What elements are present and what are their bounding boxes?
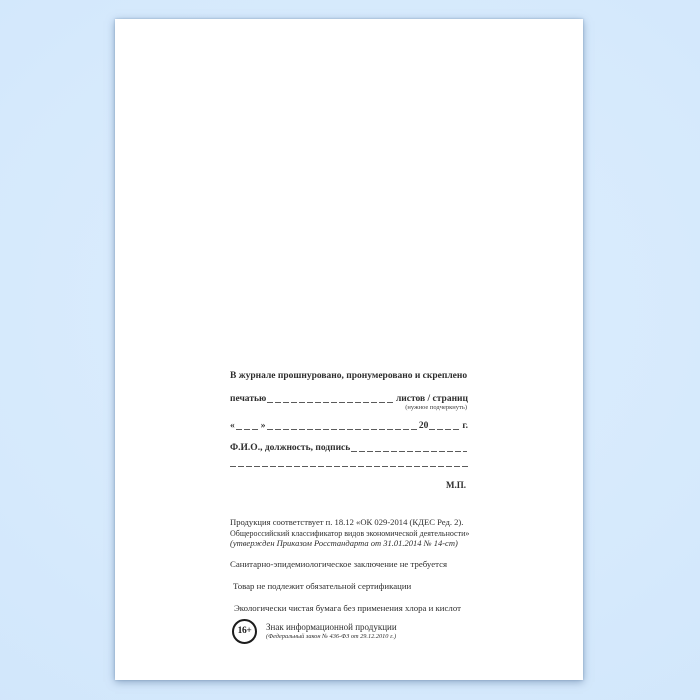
fio-line (230, 442, 468, 454)
age-rating-label: Знак информационной продукции (266, 622, 397, 632)
okved-line-3: (утвержден Приказом Росстандарта от 31.01.2014 № 14-ст) (230, 538, 458, 548)
seal-prefix: печатью (230, 394, 267, 405)
sanitary-note: Санитарно-эпидемиологическое заключение не требуется (230, 559, 448, 569)
age-16plus-icon: 16+ (232, 619, 257, 644)
journal-back-page (115, 19, 583, 680)
underline-choice-note: (нужное подчеркнуть) (405, 404, 467, 411)
signature-rule-line (230, 466, 468, 467)
fill-line (235, 420, 261, 432)
age-rating-law: (Федеральный закон № 436-ФЗ от 29.12.2010 г.) (266, 633, 397, 641)
stitch-statement: В журнале прошнуровано, пронумеровано и скреплено (230, 371, 468, 381)
fill-line (350, 442, 468, 454)
quote-open: « (230, 421, 235, 432)
fio-label: Ф.И.О., должность, подпись (230, 443, 351, 454)
seal-place-label: М.П. (446, 480, 466, 490)
okved-line-1: Продукция соответствует п. 18.12 «ОК 029-2014 (КДЕС Ред. 2). (230, 517, 464, 527)
seal-suffix: листов / страниц (395, 394, 468, 405)
age-rating-row (230, 619, 468, 644)
age-rating-text (266, 622, 397, 641)
page-text-area (230, 19, 468, 680)
date-line (230, 420, 468, 432)
year-suffix: г. (462, 421, 468, 432)
year-prefix: 20 (418, 421, 429, 432)
quote-close: » (260, 421, 266, 432)
fill-line (428, 420, 462, 432)
okved-line-2: Общероссийский классификатор видов экономической деятельности» (230, 529, 470, 538)
certification-note: Товар не подлежит обязательной сертификации (233, 581, 412, 591)
eco-paper-note: Экологически чистая бумага без применения хлора и кислот (234, 603, 461, 613)
fill-line (266, 420, 419, 432)
